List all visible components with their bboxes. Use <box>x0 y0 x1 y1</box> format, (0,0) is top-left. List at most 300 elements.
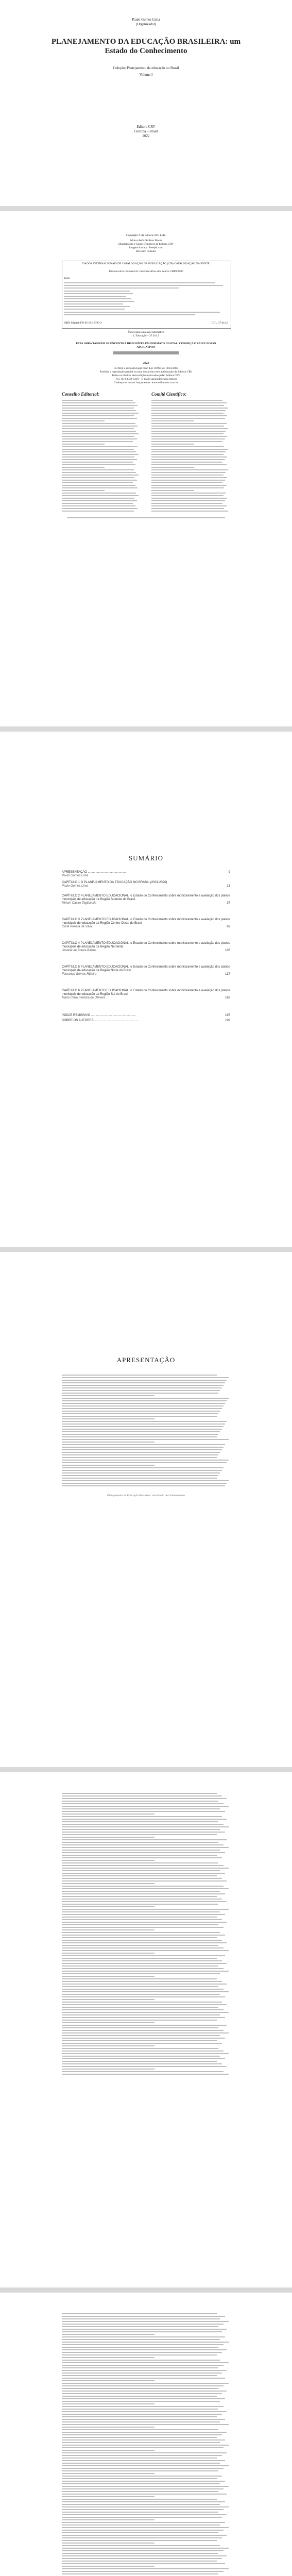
text-line <box>62 2007 218 2008</box>
text-line <box>62 2321 229 2322</box>
text-line <box>62 2506 229 2507</box>
publisher-city: Curitiba – Brasil <box>134 129 158 133</box>
contents-heading: SUMÁRIO <box>129 854 163 862</box>
contents-item[interactable] <box>62 965 230 976</box>
text-line <box>62 1899 222 1900</box>
text-line <box>62 1405 224 1406</box>
text-line <box>62 1806 229 1807</box>
text-line <box>62 469 134 470</box>
text-line <box>62 2326 218 2327</box>
text-line <box>62 505 135 506</box>
text-line <box>151 467 194 468</box>
text-line <box>62 1860 154 1861</box>
contents-item-author: Carla Renata da Silva <box>62 925 92 928</box>
text-line <box>62 2553 218 2554</box>
page-separator <box>0 2287 292 2293</box>
app-store-badges <box>113 351 179 356</box>
text-line <box>62 485 135 486</box>
text-line <box>62 1932 220 1933</box>
text-page <box>0 1772 292 2287</box>
text-line <box>62 431 136 432</box>
contents-item-page: 37 <box>227 902 230 905</box>
text-line <box>62 426 138 427</box>
text-line <box>62 2334 154 2335</box>
contents-item-title: CAPÍTULO 4 PLANEJAMENTO EDUCACIONAL: o Estado do Conhecimento sobre monitoramento e avaliação dos planos municipais de educação da Região Nordeste <box>62 942 230 948</box>
text-line <box>62 2421 220 2422</box>
text-line <box>62 1452 220 1453</box>
text-line <box>62 2313 217 2314</box>
contents-item-author: Paulo Gomes Lima <box>62 885 89 888</box>
text-line <box>62 490 105 491</box>
digital-notice: ESTA OBRA TAMBÉM SE ENCONTRA DISPONÍVEL EM FORMATO DIGITAL. CONHEÇA E BAIXE NOSSO APLICATIVO! <box>76 342 216 349</box>
text-line <box>62 444 105 445</box>
text-line <box>62 2391 227 2392</box>
text-line <box>62 2468 224 2469</box>
text-line <box>62 2494 227 2495</box>
text-line <box>62 2429 218 2430</box>
text-line <box>62 2071 224 2072</box>
text-line <box>151 423 227 424</box>
text-page <box>0 2293 292 2576</box>
text-line <box>62 456 134 457</box>
text-line <box>62 1485 225 1486</box>
text-line <box>62 1385 224 1386</box>
text-line <box>62 2455 222 2456</box>
text-line <box>62 2061 217 2062</box>
text-line <box>62 1870 220 1871</box>
text-line <box>62 2496 154 2497</box>
text-line <box>62 462 133 463</box>
contents-item-page: 137 <box>225 973 230 976</box>
text-line <box>62 400 133 401</box>
text-line <box>62 495 139 496</box>
text-line <box>62 2517 222 2518</box>
text-line <box>62 1413 218 1414</box>
text-line <box>62 1421 227 1422</box>
edition-year: 2022 <box>143 362 149 365</box>
text-line <box>151 400 222 401</box>
text-line <box>62 2035 220 2036</box>
text-line <box>62 2573 218 2574</box>
text-line <box>62 1940 222 1941</box>
text-line <box>62 1945 218 1946</box>
contents-item-title: SOBRE OS AUTORES <box>62 1019 94 1022</box>
text-line <box>62 2048 218 2049</box>
text-line <box>62 2017 225 2018</box>
text-line <box>62 2465 229 2466</box>
text-line <box>62 2504 220 2505</box>
text-line <box>62 2027 218 2028</box>
contents-item[interactable]: SOBRE OS AUTORES .................................................... 199 <box>62 1019 230 1022</box>
text-line <box>62 1431 220 1432</box>
text-line <box>62 1429 222 1430</box>
text-line <box>151 490 194 491</box>
text-line <box>151 474 224 476</box>
text-line <box>62 2380 154 2381</box>
text-line <box>62 1375 217 1376</box>
text-line <box>62 2316 225 2317</box>
text-line <box>62 2398 225 2399</box>
text-line <box>62 1844 224 1845</box>
copyright-line: Copyright © da Editora CRV Ltda. <box>126 234 166 237</box>
text-line <box>151 441 222 442</box>
text-line <box>62 2437 217 2438</box>
presentation-heading: APRESENTAÇÃO <box>116 1356 176 1364</box>
contents-item-title: APRESENTAÇÃO <box>62 871 87 874</box>
text-line <box>151 428 228 429</box>
text-line <box>62 2414 222 2415</box>
text-line <box>62 2509 224 2510</box>
text-line <box>62 2473 154 2474</box>
text-line <box>151 495 224 496</box>
page-separator <box>0 1247 292 1252</box>
text-line <box>62 477 134 478</box>
text-line <box>62 1896 217 1897</box>
text-line <box>62 508 138 509</box>
text-line <box>62 500 137 501</box>
contents-item[interactable] <box>62 942 230 953</box>
text-line <box>62 1893 225 1894</box>
text-line <box>62 2532 218 2533</box>
text-line <box>62 2416 217 2417</box>
presentation-text <box>62 1375 230 1488</box>
book-title: PLANEJAMENTO DA EDUCAÇÃO BRASILEIRA: um Estado do Conhecimento <box>51 38 241 55</box>
text-line <box>62 2396 217 2397</box>
text-line <box>151 418 225 419</box>
text-line <box>62 1382 225 1383</box>
text-line <box>62 2360 220 2361</box>
text-line <box>151 485 227 486</box>
text-line <box>62 2009 224 2010</box>
text-line <box>62 2424 229 2425</box>
text-line <box>151 420 194 421</box>
text-line <box>62 1911 220 1912</box>
text-line <box>62 408 134 409</box>
text-line <box>62 2401 220 2402</box>
text-line <box>151 477 227 478</box>
text-line <box>62 2069 154 2070</box>
text-line <box>62 1426 224 1427</box>
text-line <box>62 2512 218 2513</box>
contents-item-page: 9 <box>228 871 230 874</box>
text-line <box>62 1418 154 1419</box>
contents-item[interactable]: APRESENTAÇÃO .............................................. 9 Paulo Gomes Lima <box>62 871 230 877</box>
text-line <box>62 1873 225 1874</box>
text-line <box>62 2458 217 2459</box>
text-line <box>62 2561 217 2562</box>
title-page <box>0 0 292 206</box>
legal-deposit: Foi feito o depósito legal conf. Lei 10.994 de 14/12/2004 <box>113 367 179 370</box>
text-line <box>62 1442 154 1443</box>
text-line <box>62 2442 220 2443</box>
cip-code: P698 <box>64 277 70 280</box>
text-line <box>62 438 137 439</box>
text-line <box>151 480 225 481</box>
presentation-page <box>0 1252 292 1767</box>
text-line <box>62 1462 227 1463</box>
text-line <box>151 508 224 509</box>
rights-notice: Todos os direitos desta edição reservados pela: Editora CRV <box>112 374 180 377</box>
text-line <box>62 2568 229 2569</box>
publisher-name: Editora CRV <box>136 125 156 129</box>
text-line <box>62 1467 224 1468</box>
text-line <box>62 1973 220 1974</box>
text-line <box>62 2540 217 2541</box>
text-line <box>62 1875 217 1876</box>
contents-item[interactable]: ÍNDICE REMISSIVO .................................................... 197 <box>62 1014 230 1017</box>
text-line <box>62 2434 222 2435</box>
text-line <box>62 2367 218 2368</box>
text-line <box>62 2331 222 2332</box>
text-line <box>151 433 224 434</box>
editorial-council-heading: Conselho Editorial: <box>62 392 100 397</box>
contents-item-page: 197 <box>225 1014 230 1017</box>
credit-image: Imagem da capa: Freepik.com <box>129 246 163 249</box>
text-line <box>62 493 136 494</box>
text-line <box>62 2030 224 2031</box>
text-line <box>62 2470 218 2471</box>
text-line <box>62 1927 224 1928</box>
text-line <box>62 2550 224 2551</box>
cdu: CDU 37.014.5 <box>211 321 228 325</box>
text-line <box>62 1886 224 1887</box>
text-line <box>62 1449 222 1450</box>
cip-librarian: Bibliotecária responsável: Luzenira Alves dos Santos CRB9/1506 <box>109 270 183 273</box>
text-line <box>62 2344 224 2345</box>
text-line <box>62 1447 224 1448</box>
text-line <box>62 1395 154 1396</box>
contents-item-title: CAPÍTULO 3 PLANEJAMENTO EDUCACIONAL: o Estado do Conhecimento sobre monitoramento e avaliação dos planos municipais de educação da Região Centro-Oeste do Brasil <box>62 918 230 925</box>
text-line <box>151 482 222 483</box>
text-line <box>62 482 133 483</box>
text-line <box>151 454 224 455</box>
text-line <box>62 1416 217 1417</box>
text-line <box>62 1801 218 1802</box>
index-item: 1. Educação – 37.014.5 <box>132 334 160 337</box>
page-separator <box>0 726 292 732</box>
text-line <box>62 487 138 488</box>
text-line <box>151 431 226 432</box>
text-line <box>62 1821 218 1822</box>
text-line <box>151 487 224 488</box>
text-line <box>62 454 139 455</box>
text-line <box>62 2347 218 2348</box>
text-line <box>62 2419 225 2420</box>
text-line <box>62 2388 218 2389</box>
cip-title: DADOS INTERNACIONAIS DE CATALOGAÇÃO NA PUBLICAÇÃO (CIP) CATALOGAÇÃO NA FONTE <box>82 262 210 265</box>
text-line <box>62 1984 227 1985</box>
text-line <box>62 415 134 416</box>
text-line <box>62 1880 227 1882</box>
text-line <box>62 2501 225 2502</box>
text-line <box>62 1387 222 1388</box>
contents-item[interactable] <box>62 918 230 929</box>
running-footer: Planejamento da Educação Brasileira: um Estado do Conhecimento <box>107 1494 185 1497</box>
text-line <box>151 446 224 447</box>
text-line <box>62 2372 222 2374</box>
text-line <box>62 1924 218 1925</box>
text-line <box>62 1457 217 1458</box>
text-line <box>62 2445 229 2446</box>
text-line <box>151 413 224 414</box>
text-line <box>62 1483 227 1484</box>
text-line <box>62 2393 222 2394</box>
text-line <box>62 467 105 468</box>
text-line <box>62 2427 154 2428</box>
text-line <box>62 2339 220 2340</box>
text-line <box>62 1390 220 1391</box>
text-line <box>62 2342 229 2343</box>
text-line <box>62 1829 220 1830</box>
text-line <box>62 449 134 450</box>
text-line <box>62 2032 229 2033</box>
text-line <box>62 1400 227 1401</box>
text-line <box>62 2014 220 2015</box>
text-line <box>62 2491 218 2492</box>
text-line <box>62 420 105 421</box>
text-line <box>62 2025 227 2026</box>
text-line <box>62 1965 218 1967</box>
text-line <box>62 2563 225 2564</box>
text-line <box>62 2056 220 2057</box>
text-line <box>62 2486 229 2487</box>
text-line <box>62 511 134 512</box>
text-line <box>62 1996 225 1997</box>
text-line <box>62 2460 225 2461</box>
text-line <box>62 2566 154 2567</box>
text-line <box>62 1955 225 1956</box>
text-line <box>62 1834 217 1835</box>
text-line <box>62 1989 224 1990</box>
author-name: Paulo Gomes Lima <box>132 18 160 22</box>
text-line <box>62 2488 224 2489</box>
text-line <box>62 436 134 437</box>
editorial-council-list <box>62 400 139 513</box>
credit-design: Diagramação e Capa: Designers da Editora CRV <box>118 243 174 246</box>
text-line <box>62 2045 154 2046</box>
text-line <box>151 426 224 427</box>
text-line <box>62 2447 224 2448</box>
text-line <box>62 2432 227 2433</box>
text-line <box>62 2524 220 2526</box>
text-line <box>62 413 139 414</box>
text-line <box>62 1906 154 1907</box>
text-line <box>62 1922 227 1923</box>
text-line <box>62 1935 225 1936</box>
text-line <box>151 456 227 457</box>
text-line <box>62 2004 227 2005</box>
text-line <box>62 1472 220 1473</box>
text-line <box>62 1411 220 1412</box>
page-separator <box>0 206 292 211</box>
text-line <box>62 1978 217 1979</box>
text-line <box>62 1999 154 2000</box>
text-line <box>62 2545 220 2546</box>
contents-item-page: 105 <box>225 949 230 952</box>
contact-info: Tel.: (41) 3039-6418 – E-mail: sac@editoracrv.com.br <box>115 378 177 381</box>
text-line <box>151 459 225 460</box>
contents-item-author: Maria Clara Ferreira de Oliveira <box>62 996 106 999</box>
text-line <box>62 1847 229 1848</box>
text-line <box>62 2522 225 2523</box>
text-line <box>62 2571 224 2572</box>
copyright-page <box>0 211 292 726</box>
text-line <box>62 1803 224 1804</box>
body-text <box>62 2313 230 2576</box>
page-separator <box>0 1767 292 1772</box>
reproduction-notice: Proibida a reprodução parcial ou total desta obra sem autorização da Editora CRV <box>99 370 193 374</box>
contents-item-title: CAPÍTULO 6 PLANEJAMENTO EDUCACIONAL: o Estado do Conhecimento sobre monitoramento e avaliação dos planos municipais de educação da Região Sul do Brasil <box>62 989 230 996</box>
volume-label: Volume I <box>139 73 153 77</box>
text-line <box>62 2403 154 2404</box>
text-line <box>151 402 227 403</box>
contents-item-page: 69 <box>227 925 230 928</box>
text-line <box>62 1398 229 1399</box>
text-line <box>62 1883 154 1884</box>
text-line <box>151 472 226 473</box>
index-title: Índice para catálogo sistemático <box>128 331 164 334</box>
text-line <box>62 1824 224 1825</box>
text-line <box>62 446 138 447</box>
text-line <box>62 2053 229 2054</box>
text-line <box>62 2370 227 2371</box>
text-line <box>62 2406 224 2407</box>
text-line <box>62 2352 222 2353</box>
text-line <box>151 511 228 512</box>
website-info: Conheça os nossos lançamentos: www.editoracrv.com.br <box>114 381 178 384</box>
text-line <box>62 2362 229 2363</box>
text-line <box>62 410 136 411</box>
text-line <box>62 472 136 473</box>
text-line <box>62 1942 227 1943</box>
text-line <box>62 1423 225 1425</box>
contents-item-title: CAPÍTULO 2 PLANEJAMENTO EDUCACIONAL: o Estado do Conhecimento sobre monitoramento e avaliação dos planos municipais de educação na Região Sudeste do Brasil <box>62 894 230 901</box>
text-line <box>62 1795 222 1797</box>
contents-item[interactable] <box>62 894 230 905</box>
text-line <box>62 2038 225 2039</box>
contents-item[interactable] <box>62 881 230 888</box>
text-line <box>62 1403 225 1404</box>
text-line <box>62 1981 222 1982</box>
contents-item-page: 169 <box>225 996 230 999</box>
text-line <box>62 2535 227 2536</box>
contents-item[interactable] <box>62 989 230 1000</box>
text-line <box>62 1917 217 1918</box>
text-line <box>62 2378 225 2379</box>
text-line <box>62 2478 217 2479</box>
text-line <box>62 1814 154 1815</box>
text-line <box>62 418 137 419</box>
text-line <box>62 2043 222 2044</box>
text-line <box>62 1855 217 1856</box>
contents-item-title: CAPÍTULO 5 PLANEJAMENTO EDUCACIONAL: o Estado do Conhecimento sobre monitoramento e avaliação dos planos municipais de educação da Região Norte do Brasil <box>62 965 230 972</box>
text-line <box>62 1914 225 1915</box>
text-line <box>62 2022 154 2023</box>
text-line <box>62 1439 229 1440</box>
text-line <box>62 423 135 424</box>
text-line <box>62 2519 154 2520</box>
text-line <box>62 1816 222 1817</box>
contents-item-author: Fernanda Gomes Ribeiro <box>62 973 97 976</box>
text-line <box>62 1947 224 1948</box>
text-line <box>62 2066 227 2067</box>
text-line <box>62 1919 222 1920</box>
contents-item-title: ÍNDICE REMISSIVO <box>62 1014 91 1017</box>
text-line <box>62 402 135 403</box>
text-line <box>62 1976 154 1977</box>
text-line <box>151 469 228 470</box>
text-line <box>62 1842 218 1843</box>
